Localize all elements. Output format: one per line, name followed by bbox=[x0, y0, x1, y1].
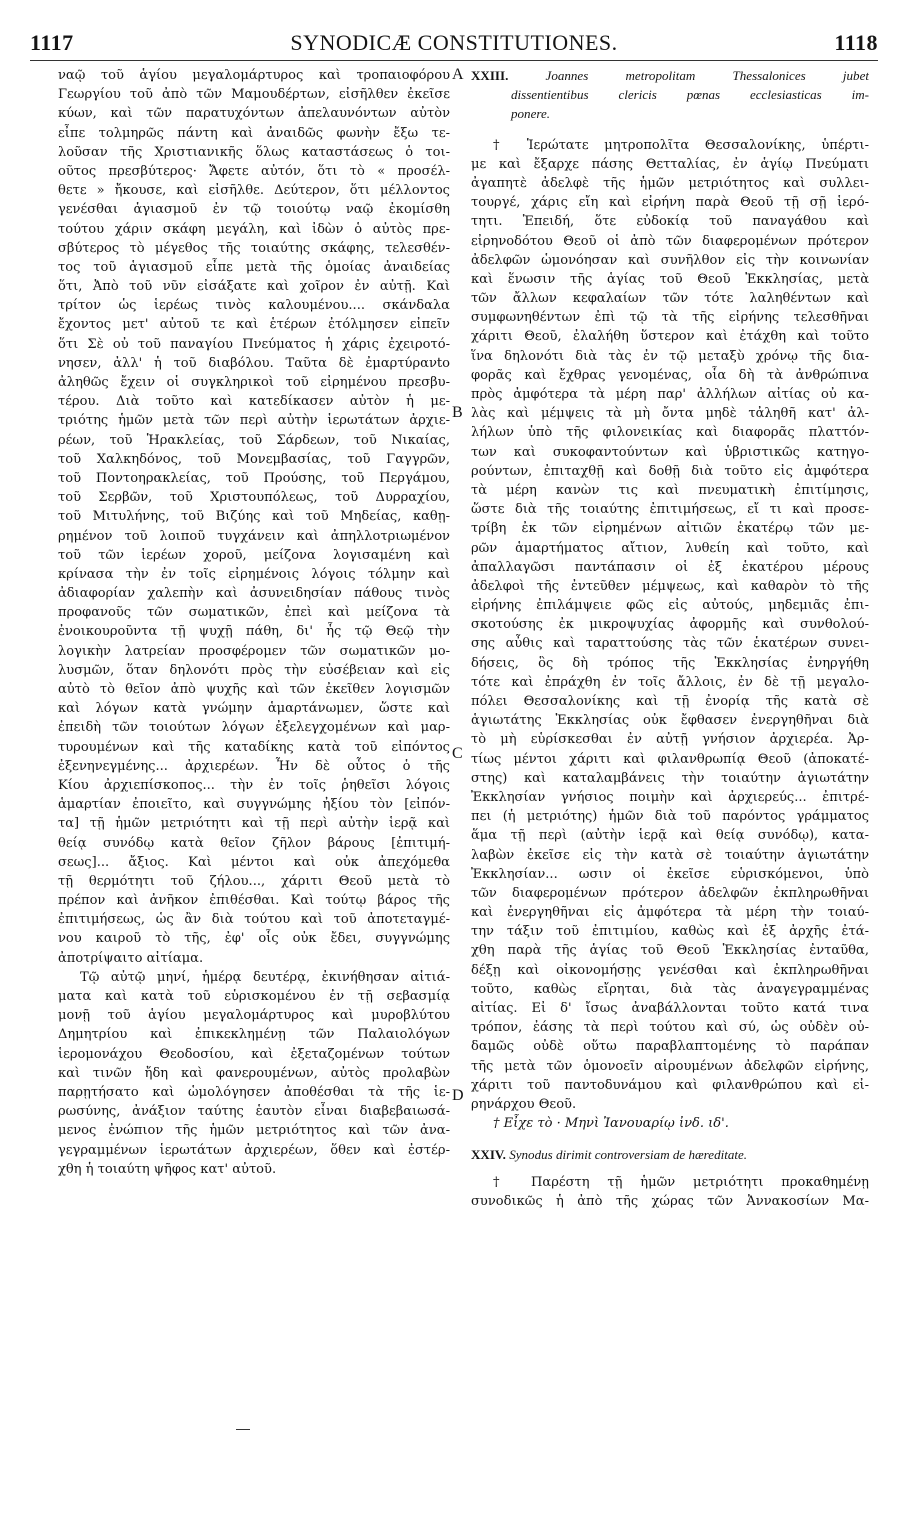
section-xxiv-body bbox=[471, 1173, 869, 1211]
text-line: ἀποτρίψαιτο αἰτίαμα. bbox=[58, 950, 204, 966]
text-line: λογικὴν λατρείαν προσφέρομεν τῶν σωματικῶν μο- bbox=[58, 643, 450, 659]
text-line: τὰ μέρη κανὼν τις καὶ πνευματικὴ ἐπιτίμησις, bbox=[471, 482, 869, 498]
section-xxiii-title-line: ponere. bbox=[511, 106, 551, 122]
text-line: με καὶ ἔξαρχε πάσης Θετταλίας, ἐν ἁγίῳ Πνεύματι bbox=[471, 156, 869, 172]
text-line: ἐπειδὴ τῶν τοιούτων λόγων ἐξελεγχομένων καὶ μαρ- bbox=[58, 720, 450, 736]
text-line: ἀληθῶς ἔχειν οἱ συγκληρικοὶ τοῦ εἰρημένου πρεσβυ- bbox=[58, 375, 450, 390]
text-line: εἰρήνης ἐπιλάμψειε φῶς εἰς αὐτούς, μηδεμιᾶς ἐπι- bbox=[471, 598, 869, 614]
text-line: ρῶν ἁμαρτήματος αἴτιον, λυθείη καὶ τοῦτο, καὶ bbox=[471, 540, 869, 556]
text-line: μενος ἐνώπιον τῆς ἡμῶν μετριότητος καὶ τῶν ἀνα- bbox=[58, 1123, 450, 1139]
left-column bbox=[58, 66, 450, 1179]
text-line: Τῷ αὐτῷ μηνί, ἡμέρᾳ δευτέρᾳ, ἐκινήθησαν αἰτιά- bbox=[80, 969, 450, 985]
text-line: νησεν, ἀλλ' ἡ τοῦ διαβόλου. Ταῦτα δὲ ἐμαρτύρανto bbox=[58, 355, 450, 371]
text-line: πει (ἡ μετριότης) ἡμῶν διὰ τοῦ παρόντος γράμματος bbox=[471, 809, 869, 825]
text-line: τῇ θερμότητι τοῦ ζήλου..., χάριτι Θεοῦ μετὰ τὸ bbox=[58, 873, 450, 889]
text-line: † Ἱερώτατε μητροπολῖτα Θεσσαλονίκης, ὑπέρτι- bbox=[493, 137, 869, 153]
text-line: λοῦσαν τῆς Χριστιανικῆς ὅλως καταστάσεως ὁ τοι- bbox=[58, 144, 450, 160]
text-line: λαβὼν ἐκεῖσε εἰς τὴν κατὰ σὲ τοιαύτην ἁγιωτάτην bbox=[471, 847, 869, 863]
text-line: πόλει Θεσσαλονίκης καὶ τῇ ἐνορίᾳ τῆς κατὰ σὲ bbox=[471, 694, 869, 709]
text-line: αἰτίας. Εἰ δ' ἴσως ἀναβάλλονται τοῦτο κατά τινα bbox=[471, 1001, 869, 1016]
text-line: σεως]... ἄξιος. Καὶ μέντοι καὶ οὐκ ἀπεχόμεθα bbox=[58, 854, 450, 870]
text-line: δαμῶς οὐδὲ οὕτω παραβλαπτομένης τὸ παράπαν bbox=[471, 1039, 869, 1055]
section-xxiii-title-line: dissentientibus clericis pœnas ecclesiasticas im- bbox=[511, 87, 869, 103]
page-header bbox=[30, 28, 878, 61]
text-line: καὶ τινῶν ἤδη καὶ φανερουμένων, αὐτὸς προλαβὼν bbox=[58, 1065, 450, 1081]
text-line: ματα καὶ κατὰ τοῦ εὑρισκομένου ἐν τῇ σεβασμίᾳ bbox=[58, 989, 450, 1004]
text-line: τῆς μετὰ τῶν ὁμονοεῖν αἱρουμένων ἀδελφῶν εἰρήνης, bbox=[471, 1058, 869, 1074]
text-line: γεγραμμένων ἱερωτάτων ἀρχιερέων, ὅθεν καὶ ἐστέρ- bbox=[58, 1142, 450, 1158]
text-line: σκοτούσης ἐκ μικροψυχίας ἀφορμῆς καὶ συνθολού- bbox=[471, 617, 869, 633]
text-line: ναῷ τοῦ ἁγίου μεγαλομάρτυρος καὶ τροπαιοφόρου bbox=[58, 68, 450, 83]
text-line: χθη ἡ τοιαύτη ψῆφος κατ' αὐτοῦ. bbox=[58, 1161, 277, 1177]
text-line: θείᾳ συνόδῳ κατὰ θεῖον ζῆλον βάρους [ἐπιτιμή- bbox=[58, 835, 450, 851]
text-line: ρωσύνης, ἀνάξιον ταύτης ἑαυτὸν εἶναι διαβεβαιωσά- bbox=[58, 1104, 450, 1120]
text-line: των καὶ συκοφαντούντων καὶ ὑβριστικῶς κατηγο- bbox=[471, 444, 869, 460]
text-line: τοῦ τῶν ἱερέων χοροῦ, μείζονα λογισαμένη καὶ bbox=[58, 547, 450, 563]
text-line: πρὸς ἀμφότερα τὰ μέρη παρ' ἀλλήλων αἰτίας οὐ κα- bbox=[471, 387, 869, 402]
page-number-right: 1118 bbox=[834, 30, 878, 55]
text-line: καὶ ἕνωσιν τῆς ἁγίας τοῦ Θεοῦ Ἐκκλησίας, μετὰ bbox=[471, 271, 869, 287]
text-line: ἁγιωτάτης Ἐκκλησίας οὐκ ἔφθασεν ἐνεργηθῆναι διὰ bbox=[471, 713, 869, 729]
text-line: καὶ ἐνεργηθῆναι εἰς ἀμφότερα τὰ μέρη τὴν τοιαύ- bbox=[471, 905, 869, 921]
text-line: ἀπαλλαγῶσι παντάπασιν οἱ ἐξ ἑκατέρου μέρους bbox=[471, 559, 869, 575]
text-line: την τάξιν τοῦ ἐπιτιμίου, καθὼς καὶ ἐξ ἀρχῆς ἐτά- bbox=[471, 924, 869, 940]
text-line: ἅμα τῇ περὶ (αὐτὴν ἱερᾷ καὶ θείᾳ συνόδῳ), κατα- bbox=[471, 828, 869, 844]
running-title: SYNODICÆ CONSTITUTIONES. bbox=[290, 30, 618, 55]
text-line: τίως μέντοι χάριτι καὶ φιλανθρωπίᾳ Θεοῦ (ἀποκατέ- bbox=[471, 751, 869, 767]
text-line: Δημητρίου καὶ ἐπικεκλημένῃ τῶν Παλαιολόγων bbox=[58, 1027, 450, 1043]
text-line: ἁμαρτίαν ἐποιεῖτο, καὶ συγγνώμης ἠξίου τὸν [εἰπόν- bbox=[58, 797, 450, 813]
section-xxiii-heading bbox=[471, 66, 869, 85]
text-line: τῶν διαφερομένων πρότερον ἀδελφῶν ἐκπληρωθῆναι bbox=[471, 885, 869, 901]
text-line: ρέων, τοῦ Ἡρακλείας, τοῦ Σάρδεων, τοῦ Νικαίας, bbox=[58, 432, 450, 448]
text-line: τος τοῦ ἁγιασμοῦ εἶπε μετὰ τῆς ὁμοίας ἀναιδείας bbox=[58, 259, 450, 275]
text-line: νου καιροῦ τὸ τῆς, ἐφ' οἷς οὐκ ἔδει, συγγνώμης bbox=[58, 931, 450, 947]
text-line: τριότης ἡμῶν μετὰ τῶν περὶ αὐτὴν ἱερωτάτων ἀρχιε- bbox=[58, 413, 450, 429]
text-line: τοῦ Μιτυλήνης, τοῦ Βιζύης καὶ τοῦ Μηδείας, καθῃ- bbox=[58, 509, 450, 525]
text-line: εἰρηνοδότου Θεοῦ οἱ ἀπὸ τῶν διαφερομένων πρότερον bbox=[471, 233, 869, 249]
text-line: Ἐκκλησίαν γνήσιος ποιμὴν καὶ ἀρχιερεύς... ἐπιτρέ- bbox=[471, 789, 869, 805]
text-line: γενέσθαι ἁγιασμοῦ ἐν τῷ τοιούτῳ ναῷ ἐκομίσθη bbox=[58, 202, 450, 218]
section-xxiv-title: Synodus dirimit controversiam de hæreditate. bbox=[509, 1147, 748, 1163]
text-line: χάριτι τοῦ παντοδυνάμου καὶ φιλανθρώπου καὶ εἰ- bbox=[471, 1077, 869, 1093]
text-line: τούτου χάριν σκάφη μεγάλη, καὶ ἰδὼν ὁ αὐτὸς πρε- bbox=[58, 221, 450, 237]
text-line: τότε καὶ ἐπράχθη ἐν τοῖς ἄλλοις, ἐν δὲ τῇ μεγαλο- bbox=[471, 674, 869, 690]
text-line: τοῦτο, καθὼς εἴρηται, διὰ τὰς ἀναγεγραμμένας bbox=[471, 981, 869, 997]
text-line: τοῦ Ποντοηρακλείας, τοῦ Προύσης, τοῦ Περγάμου, bbox=[58, 470, 450, 486]
text-line: μονῇ τοῦ ἁγίου μεγαλομάρτυρος καὶ μυροβλύτου bbox=[58, 1008, 450, 1024]
text-line: δήσεις, ὃς δὴ τρόπος τῆς Ἐκκλησίας ἐνηργήθη bbox=[471, 655, 869, 671]
page-number-left: 1117 bbox=[30, 30, 74, 55]
section-xxiii-title-line: Joannes metropolitam Thessalonices jubet bbox=[545, 68, 869, 83]
text-line: κύων, καὶ τῶν παρατυχόντων ἀπελαυνόντων αὐτὸν bbox=[58, 106, 450, 122]
text-line: προφανοῦς τῶν σωματικῶν, ἐπεὶ καὶ μείζονα τὰ bbox=[58, 605, 450, 621]
text-line: ἵνα δηλονότι διὰ τὰς ἐν τῷ μεταξὺ χρόνῳ τῆς δια- bbox=[471, 348, 869, 364]
right-column-body bbox=[471, 136, 869, 1115]
text-line: τοῦ Χαλκηδόνος, τοῦ Μονεμβασίας, τοῦ Γαγγρῶν, bbox=[58, 451, 450, 467]
text-line: αὐτὸ τὸ θεῖον ἀπὸ ψυχῆς καὶ τῶν ἐκεῖθεν λογισμῶν bbox=[58, 682, 450, 697]
text-line: τουργέ, χάρις εἴη καὶ εἰρήνη παρὰ Θεοῦ τῇ σῇ ἱερό- bbox=[471, 195, 869, 211]
section-xxiv-number: XXIV. bbox=[471, 1147, 506, 1163]
text-line: Κίου ἀρχιεπίσκοπος... τὴν ἐν τοῖς ῥηθεῖσι λόγοις bbox=[58, 777, 450, 793]
text-line: τητι. Ἐπειδή, ὅτε εὐδοκίᾳ τοῦ παναγάθου καὶ bbox=[471, 214, 869, 230]
text-line: παρῃτήσατο καὶ ὡμολόγησεν ἀποθέσθαι τὰ τῆς ἱε- bbox=[58, 1084, 450, 1100]
text-line: εἶπε τολμηρῶς πάντη καὶ ἀναιδῶς φωνὴν ἔξω τε- bbox=[58, 125, 450, 141]
text-line: τρίτον ὡς ἱερέως τινὸς καλουμένου.... σκάνδαλα bbox=[58, 298, 450, 314]
text-line: τὸ μὴ εὑρίσκεσθαι ἐν αὐτῇ γνήσιον ἀρχιερέα. Ἀρ- bbox=[471, 732, 869, 748]
text-line: ἀδελφοὶ τῆς ἐντεῦθεν μέμψεως, καὶ καθαρὸν τὸ τῆς bbox=[471, 578, 869, 594]
text-line: ἔχοντος μετ' αὐτοῦ τε καὶ ἑτέρων ἐτόλμησεν εἰπεῖν bbox=[58, 317, 450, 333]
text-line: ὅτι Σὲ οὐ τοῦ παναγίου Πνεύματος ἡ χάρις ἐχειροτό- bbox=[58, 336, 450, 352]
text-line: θετε » ἤκουσε, καὶ εἰσῆλθε. Δεύτερον, ὅτι μέλλοντος bbox=[58, 183, 450, 199]
text-line: συμφωνηθέντων ἐπὶ τῷ τὰ τῆς εἰρήνης τελεσθῆναι bbox=[471, 310, 869, 326]
text-line: στης) καὶ καταλαμβάνεις τὴν τοιαύτην ἁγιωτάτην bbox=[471, 770, 869, 786]
text-line: δέξῃ καὶ οἰκονομήσῃς γενέσθαι καὶ ἐκπληρωθῆναι bbox=[471, 962, 869, 978]
text-line: τρόπον, ἐάσης τὰ περὶ τούτου καὶ σύ, ὡς οὐδὲν οὐ- bbox=[471, 1020, 869, 1036]
right-column bbox=[471, 66, 869, 1211]
text-line: ρημένον τοῦ λοιποῦ τυγχάνειν καὶ ἀπηλλοτριωμένον bbox=[58, 528, 450, 544]
text-line: λήλων ὑπὸ τῆς φιλονεικίας καὶ διαφορᾶς πλαττόν- bbox=[471, 425, 869, 441]
text-line: σης αὖθις καὶ ταραττούσης τὰς τῶν ἑκατέρων συνει- bbox=[471, 636, 869, 652]
text-line: ἐπιτιμήσεως, ὡς ἂν διὰ τούτου καὶ τοῦ ἀποτεταγμέ- bbox=[58, 912, 450, 928]
margin-marker-b: B bbox=[452, 404, 463, 421]
text-line: λυσμῶν, ὅταν δηλονότι πρὸς τὴν εὐσέβειαν καὶ εἰς bbox=[58, 662, 450, 678]
end-rule bbox=[236, 1429, 250, 1430]
text-line: κρίνασα τὴν ἐν τοῖς εἰρημένοις λόγοις τόλμην καὶ bbox=[58, 566, 450, 582]
section-xxiii-number: XXIII. bbox=[471, 68, 509, 83]
text-line: χάριτι Θεοῦ, ἐλαλήθη ὕστερον καὶ ἐτάχθη καὶ τοῦτο bbox=[471, 329, 869, 345]
margin-marker-c: C bbox=[452, 745, 463, 762]
text-line: ἀγαπητὲ ἀδελφὲ τῆς ἡμῶν μετριότητος καὶ συλλει- bbox=[471, 175, 869, 191]
text-line: οῦτος πρεσβύτερος· Ἄφετε αὐτόν, ὅτι τὸ « προσέλ- bbox=[58, 163, 450, 179]
text-line: τέρου. Διὰ τοῦτο καὶ κατεδίκασεν αὐτὸν ἡ με- bbox=[58, 394, 450, 410]
text-line: ρηνάρχου Θεοῦ. bbox=[471, 1096, 577, 1112]
text-line: τυρουμένων καὶ τῆς καταδίκης κατὰ τοῦ εἰπόντος bbox=[58, 739, 450, 755]
text-line: συνοδικῶς ἡ ἀπὸ τῆς χώρας τῶν Ἀννακοσίων Μα- bbox=[471, 1193, 869, 1209]
text-line: ἐνοικουροῦντα τῇ ψυχῇ πάθη, δι' ἧς τῷ Θεῷ τὴν bbox=[58, 624, 450, 640]
text-line: τοῦ Σερβῶν, τοῦ Χριστουπόλεως, τοῦ Δυρραχίου, bbox=[58, 490, 450, 506]
text-line: ἀδιαφορίαν χαλεπὴν καὶ ἀσυνειδησίαν πάθους τινὸς bbox=[58, 586, 450, 602]
margin-marker-a: A bbox=[452, 66, 464, 83]
text-line: λὰς καὶ μέμψεις τὰ μὴ ὄντα μηδὲ τἀληθῆ κατ' ἀλ- bbox=[471, 406, 869, 422]
text-line: καὶ λόγων κατὰ γνώμην ἁμαρτάνωμεν, ὥστε καὶ bbox=[58, 701, 450, 717]
text-line: πρέπον καὶ ἀνῆκον ἐπιθέσθαι. Καὶ τούτῳ βάρος τῆς bbox=[58, 893, 450, 909]
text-line: σβύτερος τὸ μέγεθος τῆς τοιαύτης σκάφης, τελεσθέν- bbox=[58, 240, 450, 256]
text-line: ρούντων, ἐπιταχθῇ καὶ δοθῇ διὰ τοῦτο εἰς ἀμφότερα bbox=[471, 463, 869, 479]
text-line: τῶν ἄλλων κεφαλαίων τῶν τότε λαληθέντων καὶ bbox=[471, 291, 869, 307]
text-line: τρίβη ἐκ τῶν εἰρημένων αἰτιῶν ἑκατέρῳ τῶν με- bbox=[471, 521, 869, 537]
text-line: ἐξενηνεγμένης... ἀρχιερέων. Ἦν δὲ οὗτος ὁ τῆς bbox=[58, 758, 450, 774]
margin-marker-d: D bbox=[452, 1087, 464, 1104]
date-line: † Εἶχε τὸ · Μηνὶ Ἰανουαρίῳ ἰνδ. ιδ'. bbox=[493, 1116, 729, 1132]
text-line: Γεωργίου τοῦ ἀπὸ τῶν Μαμουδέρτων, εἰσῆλθεν ἐκεῖσε bbox=[58, 87, 450, 103]
text-line: φορᾶς καὶ ἔχθρας γενομένας, οἷα δὴ τὰ ἀνθρώπινα bbox=[471, 367, 869, 383]
text-line: χθη παρὰ τῆς ἁγίας τοῦ Θεοῦ Ἐκκλησίας ἐνταῦθα, bbox=[471, 943, 869, 959]
text-line: ἱερομονάχου Θεοδοσίου, καὶ ἐξεταζομένων τούτων bbox=[58, 1046, 450, 1062]
text-line: Ἐκκλησίαν... ωσιν οἱ ἐκεῖσε εὑρισκόμενοι, ὑπὸ bbox=[471, 866, 869, 882]
text-line: ὅτι, Ἀπὸ τοῦ νῦν εἰσάξατε καὶ χοῖρον ἐν αὐτῇ. Καὶ bbox=[58, 279, 450, 295]
text-line: ὥστε διὰ τῆς τοιαύτης ἐπιτιμήσεως, εἴ τι καὶ προσε- bbox=[471, 502, 869, 518]
text-line: τα] τῇ ἡμῶν μετριότητι καὶ τῇ περὶ αὐτὴν ἱερᾷ καὶ bbox=[58, 816, 450, 832]
section-xxiv-heading bbox=[471, 1145, 869, 1164]
text-line: ἀδελφῶν ὡμονόησαν καὶ συνῆλθον εἰς τὴν κοινωνίαν bbox=[471, 252, 869, 268]
text-line: † Παρέστη τῇ ἡμῶν μετριότητι προκαθημένῃ bbox=[493, 1174, 869, 1190]
